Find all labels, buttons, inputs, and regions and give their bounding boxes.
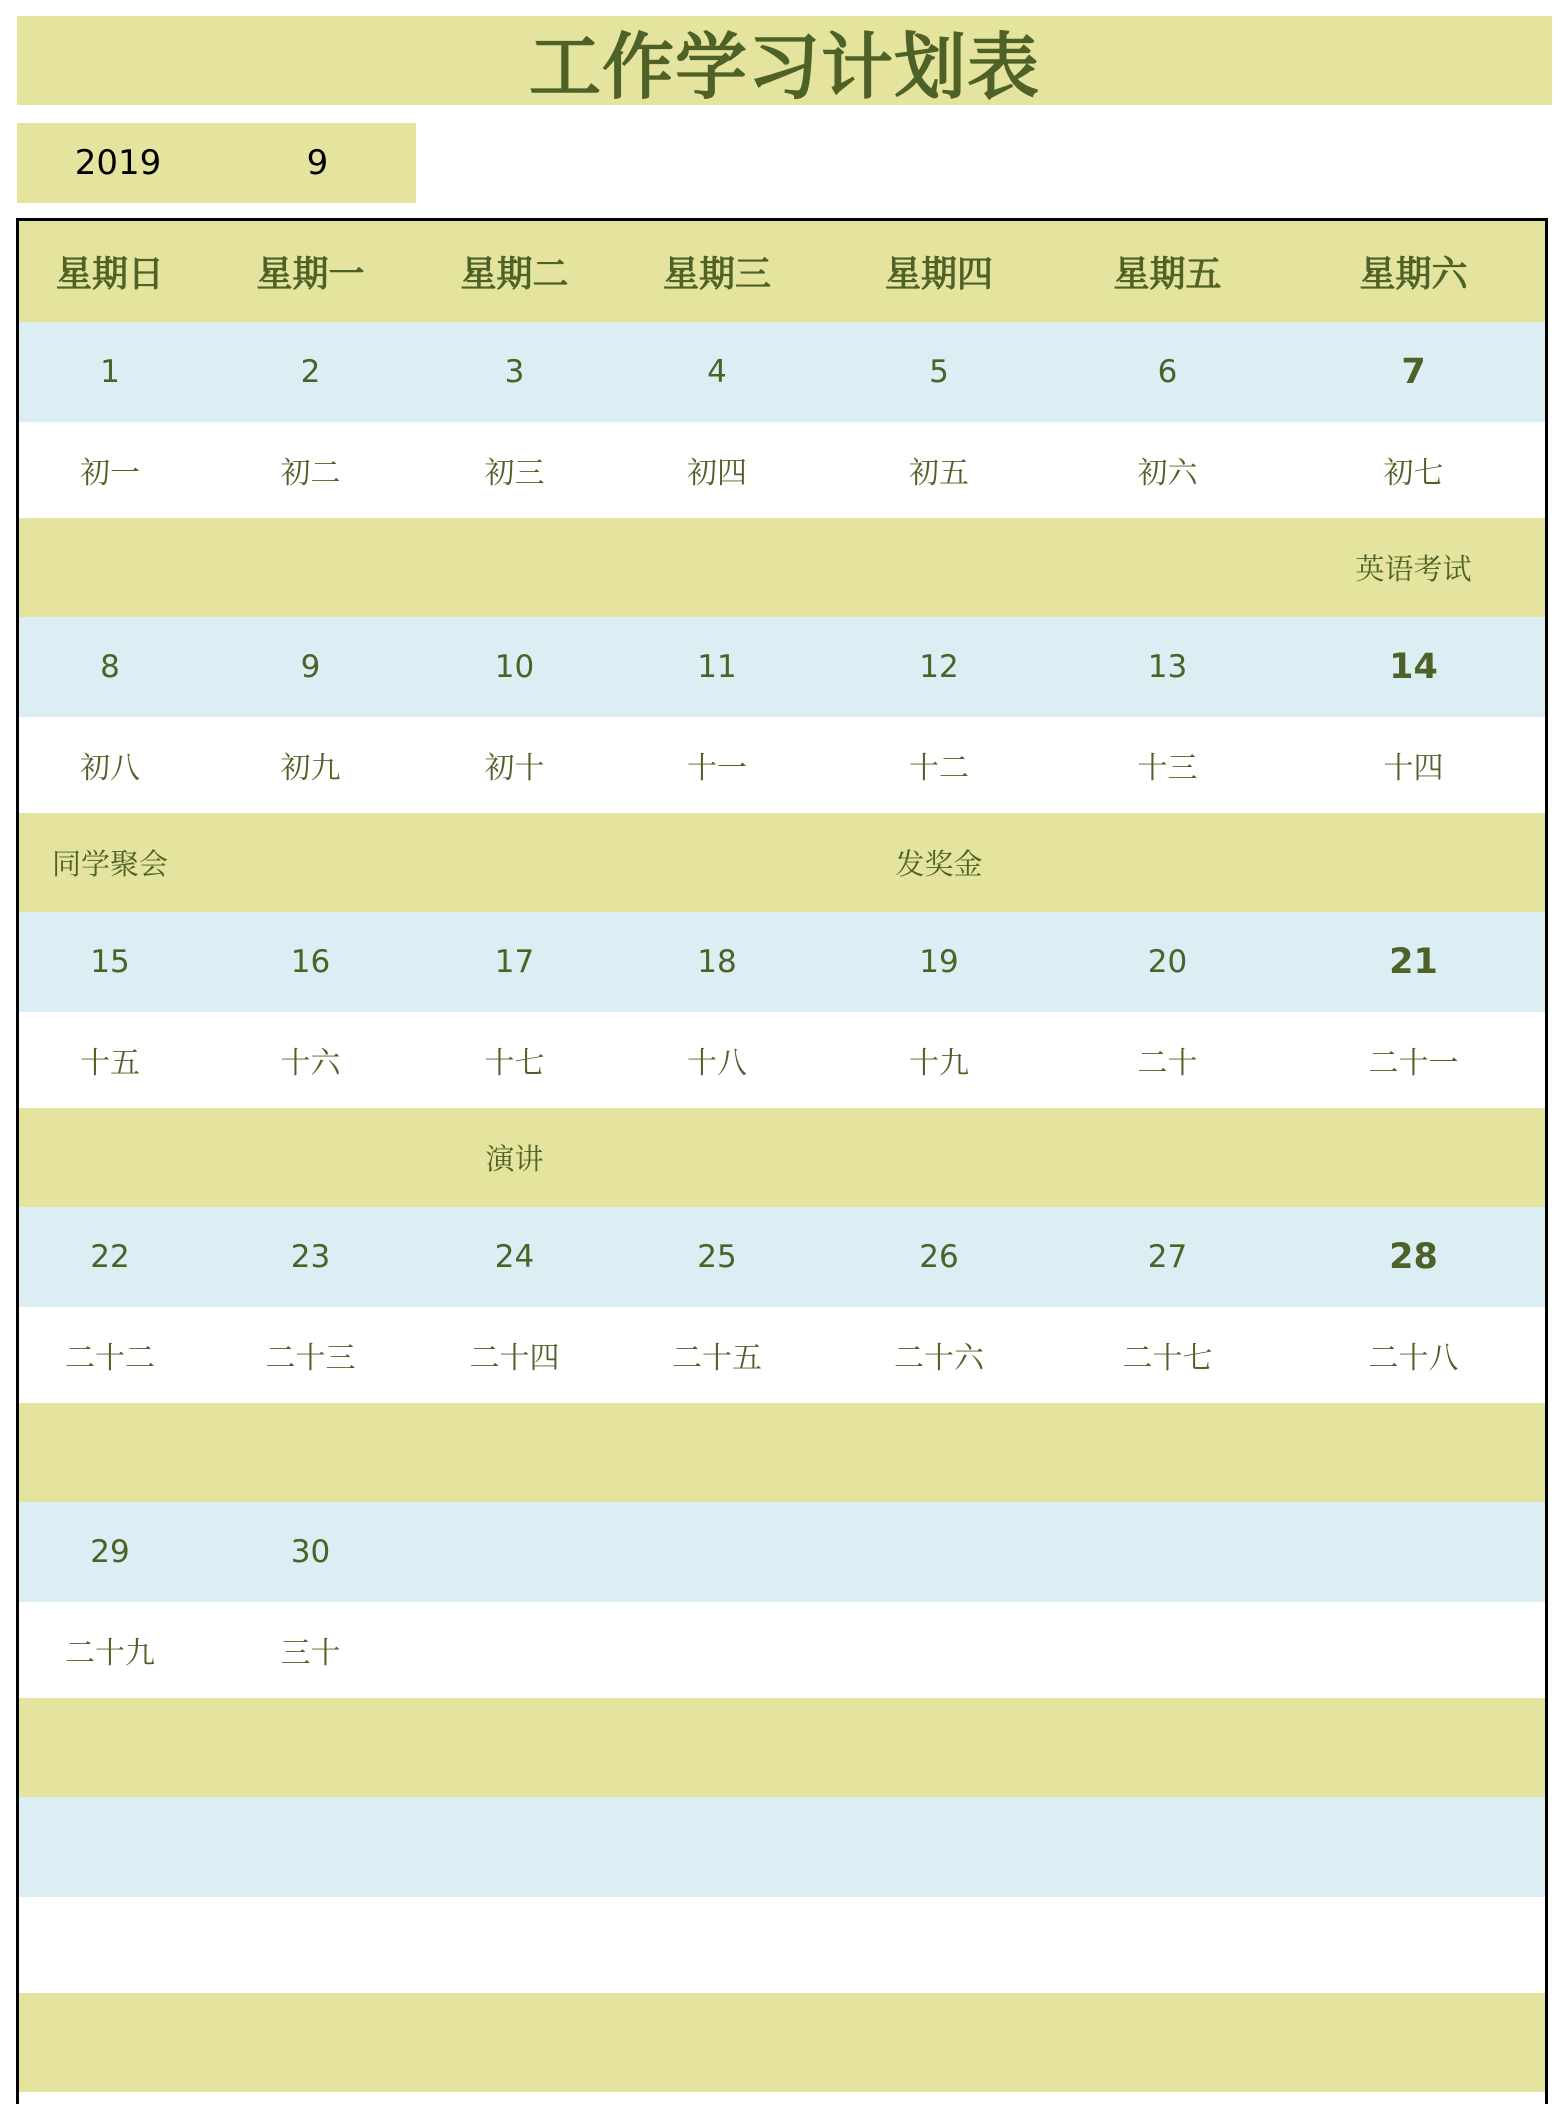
lunar-date-row: [19, 422, 1545, 518]
day-number-row: [19, 912, 1545, 1012]
event-cell[interactable]: 英语考试: [1355, 552, 1472, 586]
day-number-row: [19, 322, 1545, 422]
event-cell[interactable]: [1053, 518, 1282, 617]
lunar-date-cell[interactable]: 二十: [1137, 1046, 1198, 1081]
lunar-date-cell[interactable]: 二十二: [65, 1341, 155, 1376]
event-row: [19, 1403, 1545, 1502]
event-cell[interactable]: [825, 1993, 1053, 2092]
day-number-cell[interactable]: 17: [494, 944, 535, 980]
event-cell[interactable]: 发奖金: [895, 847, 983, 881]
day-number-cell[interactable]: 25: [697, 1239, 737, 1275]
day-number-cell[interactable]: [825, 1502, 1053, 1602]
lunar-date-cell[interactable]: 初十: [484, 751, 545, 786]
day-number-cell[interactable]: [1053, 1797, 1282, 1897]
day-number-cell[interactable]: 15: [90, 944, 130, 980]
event-row: [19, 1993, 1545, 2092]
event-cell[interactable]: 演讲: [485, 1142, 544, 1176]
event-cell[interactable]: [201, 518, 420, 617]
lunar-date-cell[interactable]: 初七: [1383, 456, 1444, 491]
weekday-header-mon: 星期一: [256, 254, 365, 295]
month-value[interactable]: 9: [306, 143, 329, 183]
event-cell[interactable]: [19, 1993, 201, 2092]
weekday-header-sun: 星期日: [55, 254, 164, 295]
page-title: 工作学习计划表: [17, 16, 1552, 105]
lunar-date-cell[interactable]: 十三: [1137, 751, 1198, 786]
day-number-row: [19, 1797, 1545, 1897]
day-number-row: [19, 1207, 1545, 1307]
day-number-cell[interactable]: 1: [100, 354, 120, 390]
event-cell[interactable]: [19, 518, 201, 617]
lunar-date-row: [19, 1602, 1545, 1698]
event-cell[interactable]: [609, 813, 825, 912]
day-number-cell[interactable]: 10: [494, 649, 535, 685]
lunar-date-cell[interactable]: 二十九: [65, 1636, 155, 1671]
event-cell[interactable]: [420, 813, 609, 912]
event-cell[interactable]: [825, 1108, 1053, 1207]
event-cell[interactable]: [1282, 813, 1545, 912]
event-cell[interactable]: [201, 1403, 420, 1502]
lunar-date-cell[interactable]: [1053, 1602, 1282, 1698]
event-cell[interactable]: [825, 1698, 1053, 1797]
day-number-cell[interactable]: 3: [504, 354, 525, 390]
day-number-cell[interactable]: 27: [1147, 1239, 1188, 1275]
day-number-row: [19, 1502, 1545, 1602]
event-cell[interactable]: [1282, 1108, 1545, 1207]
event-cell[interactable]: [825, 1403, 1053, 1502]
lunar-date-cell[interactable]: 二十五: [672, 1341, 762, 1376]
lunar-date-cell[interactable]: [420, 1897, 609, 1993]
lunar-date-cell[interactable]: 初四: [687, 456, 747, 491]
day-number-cell[interactable]: 6: [1157, 354, 1178, 390]
day-number-cell[interactable]: [609, 1502, 825, 1602]
day-number-cell[interactable]: 16: [290, 944, 331, 980]
lunar-date-cell[interactable]: [1282, 1897, 1545, 1993]
calendar-grid: [16, 218, 1548, 2104]
day-number-cell[interactable]: 14: [1389, 647, 1438, 687]
lunar-date-cell[interactable]: 十五: [80, 1046, 140, 1081]
day-number-cell[interactable]: 22: [90, 1239, 130, 1275]
weekday-header-wed: 星期三: [662, 254, 771, 295]
day-number-cell[interactable]: [201, 1797, 420, 1897]
event-cell[interactable]: 同学聚会: [51, 847, 168, 881]
day-number-cell[interactable]: [19, 1797, 201, 1897]
lunar-date-cell[interactable]: [609, 1602, 825, 1698]
weekday-header-thu: 星期四: [884, 254, 993, 295]
lunar-date-row: [19, 717, 1545, 813]
day-number-cell[interactable]: [825, 1797, 1053, 1897]
lunar-date-cell[interactable]: 初一: [80, 456, 140, 491]
lunar-date-cell[interactable]: 十七: [484, 1046, 545, 1081]
day-number-cell[interactable]: 30: [290, 1534, 331, 1570]
event-cell[interactable]: [609, 1403, 825, 1502]
event-row: [19, 1108, 1545, 1207]
event-cell[interactable]: [19, 1698, 201, 1797]
event-cell[interactable]: [201, 1993, 420, 2092]
event-cell[interactable]: [609, 1698, 825, 1797]
event-cell[interactable]: [1053, 1698, 1282, 1797]
day-number-cell[interactable]: 11: [697, 649, 737, 685]
lunar-date-cell[interactable]: 初二: [280, 456, 341, 491]
lunar-date-cell[interactable]: [1282, 1602, 1545, 1698]
lunar-date-cell[interactable]: 十二: [909, 751, 969, 786]
lunar-date-row: [19, 1012, 1545, 1108]
event-row: [19, 1698, 1545, 1797]
year-value[interactable]: 2019: [74, 143, 162, 183]
lunar-date-cell[interactable]: 初六: [1137, 456, 1198, 491]
day-number-row: [19, 617, 1545, 717]
day-number-cell[interactable]: 19: [919, 944, 959, 980]
lunar-date-row: [19, 1307, 1545, 1403]
lunar-date-cell[interactable]: 十一: [687, 751, 747, 786]
weekday-header-tue: 星期二: [460, 254, 569, 295]
day-number-cell[interactable]: 9: [300, 649, 321, 685]
day-number-cell[interactable]: 7: [1401, 352, 1426, 392]
day-number-cell[interactable]: [1282, 1797, 1545, 1897]
day-number-cell[interactable]: [1282, 1502, 1545, 1602]
day-number-cell[interactable]: 20: [1147, 944, 1188, 980]
event-cell[interactable]: [1053, 1108, 1282, 1207]
lunar-date-cell[interactable]: [1053, 1897, 1282, 1993]
event-cell[interactable]: [201, 813, 420, 912]
lunar-date-cell[interactable]: 二十四: [469, 1341, 560, 1376]
event-cell[interactable]: [201, 1108, 420, 1207]
day-number-cell[interactable]: 23: [290, 1239, 331, 1275]
lunar-date-cell[interactable]: 二十八: [1368, 1341, 1459, 1376]
lunar-date-cell[interactable]: [825, 1897, 1053, 1993]
event-cell[interactable]: [609, 1108, 825, 1207]
day-number-cell[interactable]: 8: [100, 649, 120, 685]
event-cell[interactable]: [19, 1108, 201, 1207]
day-number-cell[interactable]: 29: [90, 1534, 130, 1570]
year-month-bar: [17, 123, 416, 203]
event-cell[interactable]: [609, 518, 825, 617]
lunar-date-cell[interactable]: 十八: [687, 1046, 747, 1081]
lunar-date-cell[interactable]: 初八: [80, 751, 140, 786]
event-cell[interactable]: [420, 518, 609, 617]
lunar-date-cell[interactable]: [420, 1602, 609, 1698]
lunar-date-cell[interactable]: 初五: [909, 456, 969, 491]
event-cell[interactable]: [201, 1698, 420, 1797]
lunar-date-cell[interactable]: 二十七: [1122, 1341, 1213, 1376]
event-cell[interactable]: [1053, 1993, 1282, 2092]
weekday-header-sat: 星期六: [1359, 254, 1468, 295]
lunar-date-cell[interactable]: 十六: [280, 1046, 341, 1081]
lunar-date-cell[interactable]: 二十三: [265, 1341, 356, 1376]
lunar-date-cell[interactable]: [201, 1897, 420, 1993]
day-number-cell[interactable]: [420, 1502, 609, 1602]
lunar-date-cell[interactable]: 初九: [280, 751, 341, 786]
event-cell[interactable]: [1282, 1698, 1545, 1797]
event-cell[interactable]: [1282, 1403, 1545, 1502]
day-number-cell[interactable]: [420, 1797, 609, 1897]
lunar-date-cell[interactable]: [19, 1897, 201, 1993]
event-cell[interactable]: [420, 1403, 609, 1502]
lunar-date-cell[interactable]: 初三: [484, 456, 545, 491]
day-number-cell[interactable]: [609, 1797, 825, 1897]
event-cell[interactable]: [1053, 813, 1282, 912]
lunar-date-cell[interactable]: 十九: [909, 1046, 969, 1081]
weekday-header-fri: 星期五: [1113, 254, 1222, 295]
day-number-cell[interactable]: 18: [697, 944, 737, 980]
weekday-header-row: [19, 221, 1545, 322]
day-number-cell[interactable]: [1053, 1502, 1282, 1602]
day-number-cell[interactable]: 21: [1389, 942, 1438, 982]
lunar-date-cell[interactable]: 二十六: [894, 1341, 984, 1376]
lunar-date-row: [19, 1897, 1545, 1993]
event-cell[interactable]: [825, 518, 1053, 617]
event-row: [19, 518, 1545, 617]
day-number-cell[interactable]: 4: [707, 354, 727, 390]
event-row: [19, 813, 1545, 912]
day-number-cell[interactable]: 2: [300, 354, 321, 390]
day-number-cell[interactable]: 12: [919, 649, 959, 685]
event-cell[interactable]: [1282, 1993, 1545, 2092]
event-cell[interactable]: [420, 1698, 609, 1797]
event-cell[interactable]: [420, 1993, 609, 2092]
lunar-date-cell[interactable]: [609, 1897, 825, 1993]
lunar-date-cell[interactable]: 三十: [280, 1636, 341, 1671]
event-cell[interactable]: [19, 1403, 201, 1502]
day-number-cell[interactable]: 13: [1147, 649, 1188, 685]
event-cell[interactable]: [609, 1993, 825, 2092]
lunar-date-cell[interactable]: 十四: [1383, 751, 1444, 786]
lunar-date-cell[interactable]: [825, 1602, 1053, 1698]
day-number-cell[interactable]: 5: [929, 354, 949, 390]
day-number-cell[interactable]: 28: [1389, 1237, 1438, 1277]
day-number-cell[interactable]: 26: [919, 1239, 959, 1275]
lunar-date-cell[interactable]: 二十一: [1368, 1046, 1459, 1081]
event-cell[interactable]: [1053, 1403, 1282, 1502]
day-number-cell[interactable]: 24: [494, 1239, 535, 1275]
